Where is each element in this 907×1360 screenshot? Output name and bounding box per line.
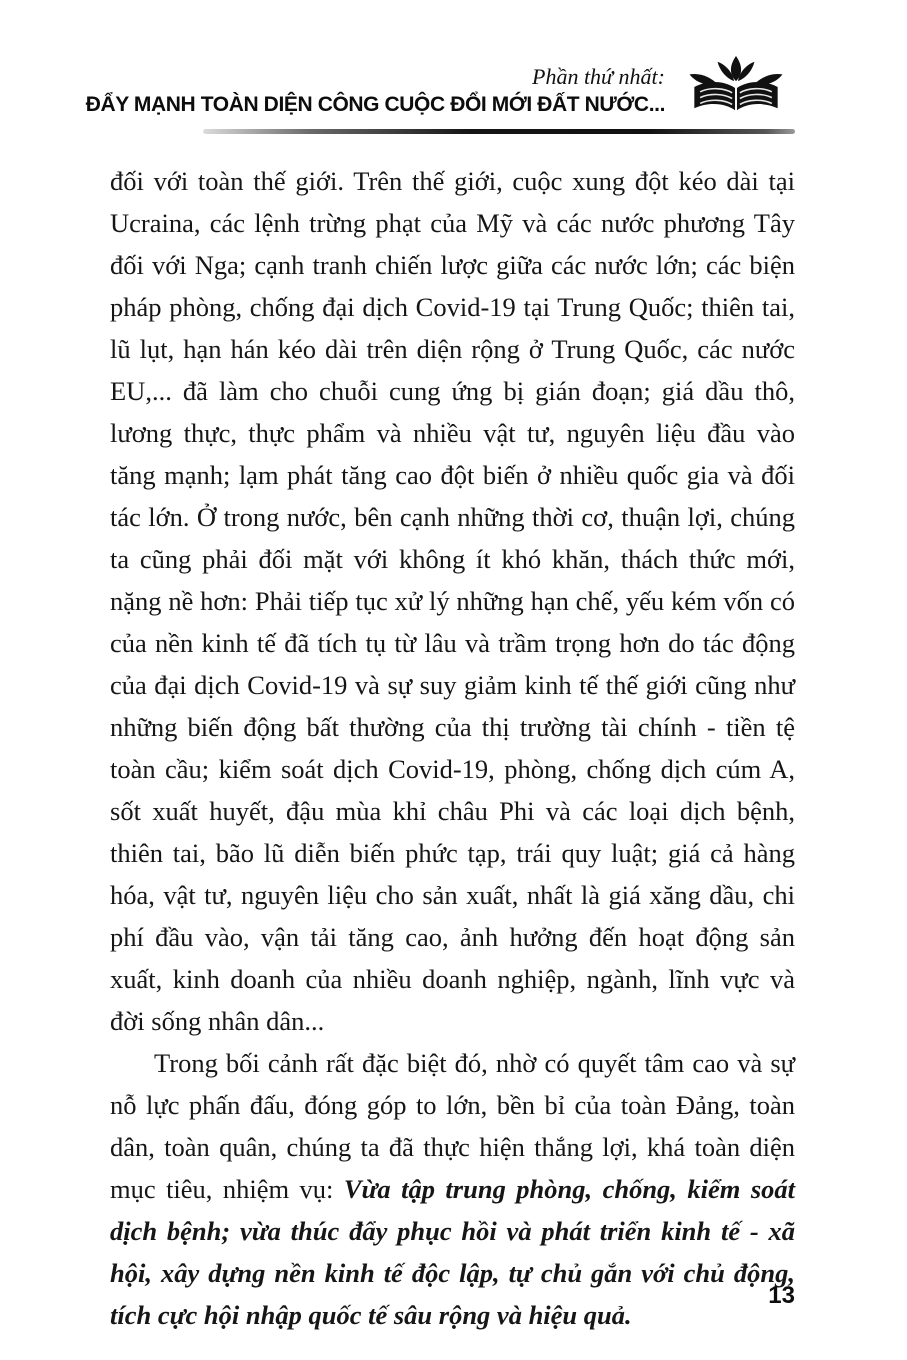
paragraph-text: đối với toàn thế giới. Trên thế giới, cuộc xung đột kéo dài tại Ucraina, các lệnh trừng phạt của Mỹ và các nước phương Tây đối với Nga; cạnh tranh chiến lược giữa các nước lớn; các biện pháp phòng, chống đại dịch Covid-19 tại Trung Quốc; thiên tai, lũ lụt, hạn hán kéo dài trên diện rộng ở Trung Quốc, các nước EU,... đã làm cho chuỗi cung ứng bị gián đoạn; giá dầu thô, lương thực, thực phẩm và nhiều vật tư, nguyên liệu đầu vào tăng mạnh; lạm phát tăng cao đột biến ở nhiều quốc gia và đối tác lớn. Ở trong nước, bên cạnh những thời cơ, thuận lợi, chúng ta cũng phải đối mặt với không ít khó khăn, thách thức mới, nặng nề hơn: Phải tiếp tục xử lý những hạn chế, yếu kém vốn có của nền kinh tế đã tích tụ từ lâu và trầm trọng hơn do tác động của đại dịch Covid-19 và sự suy giảm kinh tế thế giới cũng như những biến động bất thường của thị trường tài chính - tiền tệ toàn cầu; kiểm soát dịch Covid-19, phòng, chống dịch cúm A, sốt xuất huyết, đậu mùa khỉ châu Phi và các loại dịch bệnh, thiên tai, bão lũ diễn biến phức tạp, trái quy luật; giá cả hàng hóa, vật tư, nguyên liệu cho sản xuất, nhất là giá xăng dầu, chi phí đầu vào, vận tải tăng cao, ảnh hưởng đến hoạt động sản xuất, kinh doanh của nhiều doanh nghiệp, ngành, lĩnh vực và đời sống nhân dân...: [110, 166, 795, 1036]
paragraph-text: Trong bối cảnh rất đặc biệt đó, nhờ có quyết tâm cao và sự nỗ lực phấn đấu, đóng góp to lớn, bền bỉ của toàn Đảng, toàn dân, toàn quân, chúng ta đã thực hiện thắng lợi, khá toàn diện mục tiêu, nhiệm vụ:: [110, 1048, 795, 1204]
chapter-title: ĐẨY MẠNH TOÀN DIỆN CÔNG CUỘC ĐỔI MỚI ĐẤT NƯỚC...: [85, 93, 665, 116]
paragraph: [110, 1042, 795, 1336]
page-body: [110, 160, 795, 1336]
header-text-block: [86, 63, 665, 119]
paragraph-continuation: [110, 160, 795, 1042]
page-number: 13: [768, 1282, 795, 1309]
part-label: Phần thứ nhất:: [532, 64, 665, 89]
page-header: [85, 60, 795, 122]
header-divider: [203, 129, 795, 134]
paragraph-emphasis-text: Vừa tập trung phòng, chống, kiểm soát dịch bệnh; vừa thúc đẩy phục hồi và phát triển kinh tế - xã hội, xây dựng nền kinh tế độc lập, tự chủ gắn với chủ động, tích cực hội nhập quốc tế sâu rộng và hiệu quả.: [110, 1174, 795, 1330]
lotus-book-logo-icon: [677, 55, 795, 122]
